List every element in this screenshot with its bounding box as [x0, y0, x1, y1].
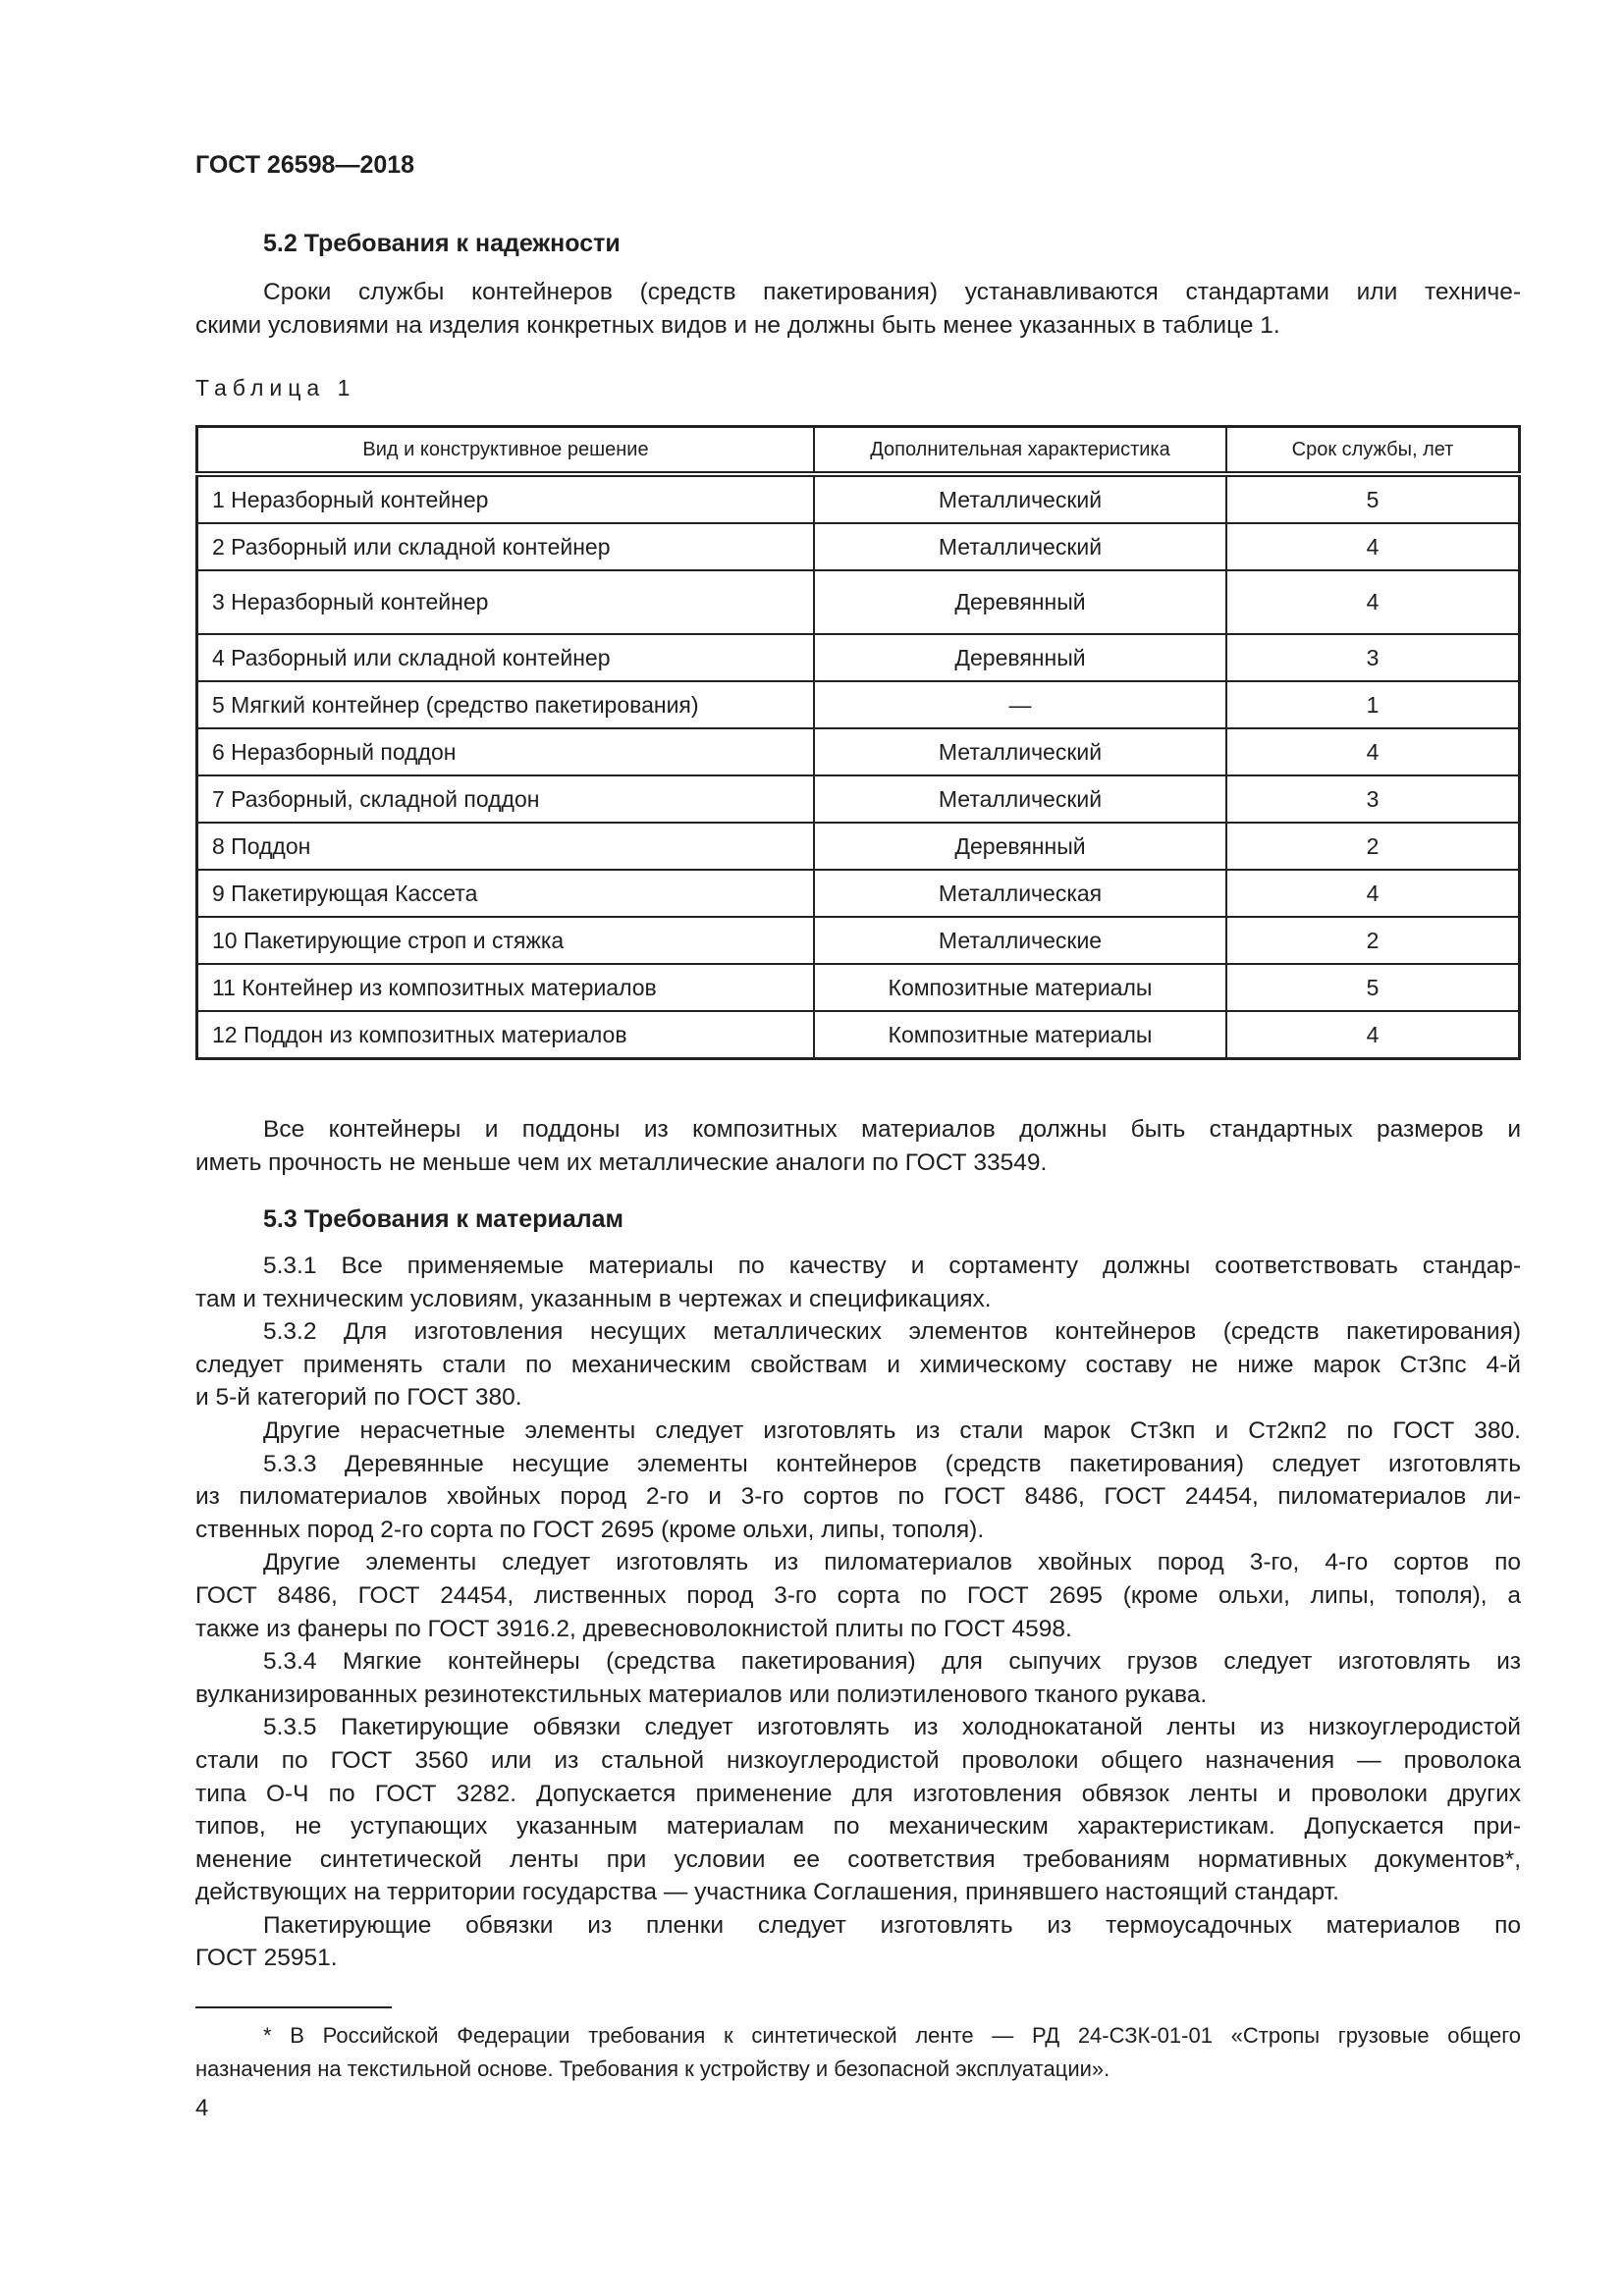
- table-row: [197, 823, 1520, 870]
- table-row: [197, 775, 1520, 823]
- text-line: действующих на территории государства — участника Соглашения, принявшего настоящий стандарт.: [195, 1879, 1339, 1906]
- cell-type: 7 Разборный, складной поддон: [197, 775, 815, 823]
- text-line: 5.3.3 Деревянные несущие элементы контейнеров (средств пакетирования) следует изготовлять: [263, 1450, 1521, 1477]
- table-caption: Таблица 1: [195, 375, 356, 400]
- cell-service-life: 3: [1226, 775, 1520, 823]
- cell-type: 5 Мягкий контейнер (средство пакетирования): [197, 681, 815, 728]
- text-line: там и техническим условиям, указанным в чертежах и спецификациях.: [195, 1285, 992, 1312]
- cell-service-life: 5: [1226, 474, 1520, 523]
- text-line: 5.3.2 Для изготовления несущих металлических элементов контейнеров (средств пакетирования): [263, 1318, 1521, 1346]
- cell-characteristic: Деревянный: [814, 570, 1226, 634]
- cell-service-life: 4: [1226, 728, 1520, 775]
- document-header: ГОСТ 26598—2018: [195, 151, 415, 179]
- table-row: [197, 681, 1520, 728]
- table-row: [197, 728, 1520, 775]
- cell-characteristic: Композитные материалы: [814, 1011, 1226, 1059]
- table-row: [197, 570, 1520, 634]
- cell-characteristic: Металлические: [814, 917, 1226, 964]
- table-row: [197, 964, 1520, 1011]
- paragraph-after-table: [195, 1113, 1521, 1179]
- text-line: Все контейнеры и поддоны из композитных материалов должны быть стандартных размеров и: [263, 1116, 1521, 1143]
- text-line: из пиломатериалов хвойных пород 2-го и 3-го сортов по ГОСТ 8486, ГОСТ 24454, пиломатериалов ли-: [195, 1483, 1521, 1511]
- text-line: стали по ГОСТ 3560 или из стальной низкоуглеродистой проволоки общего назначения — проволока: [195, 1746, 1521, 1774]
- cell-type: 4 Разборный или складной контейнер: [197, 634, 815, 681]
- text-line: Другие нерасчетные элементы следует изготовлять из стали марок Ст3кп и Ст2кп2 по ГОСТ 380.: [263, 1416, 1521, 1444]
- page-number: 4: [195, 2095, 209, 2121]
- paragraph-5-2: [195, 276, 1521, 342]
- table-row: [197, 870, 1520, 917]
- text-line: * В Российской Федерации требования к синтетической ленте — РД 24-СЗК-01-01 «Стропы грузовые общего: [263, 2023, 1521, 2048]
- text-line: ственных пород 2-го сорта по ГОСТ 2695 (кроме ольхи, липы, тополя).: [195, 1516, 985, 1543]
- cell-service-life: 4: [1226, 523, 1520, 570]
- text-line: 5.3.4 Мягкие контейнеры (средства пакетирования) для сыпучих грузов следует изготовлять из: [263, 1648, 1521, 1676]
- cell-type: 2 Разборный или складной контейнер: [197, 523, 815, 570]
- cell-service-life: 3: [1226, 634, 1520, 681]
- footnote-divider: [195, 2006, 392, 2008]
- text-line: иметь прочность не меньше чем их металлические аналоги по ГОСТ 33549.: [195, 1148, 1048, 1176]
- text-line: Пакетирующие обвязки из пленки следует изготовлять из термоусадочных материалов по: [263, 1911, 1521, 1939]
- cell-type: 9 Пакетирующая Кассета: [197, 870, 815, 917]
- column-header: Вид и конструктивное решение: [197, 427, 815, 475]
- cell-type: 3 Неразборный контейнер: [197, 570, 815, 634]
- cell-service-life: 2: [1226, 823, 1520, 870]
- cell-characteristic: Металлический: [814, 523, 1226, 570]
- cell-service-life: 1: [1226, 681, 1520, 728]
- text-line: назначения на текстильной основе. Требования к устройству и безопасной эксплуатации».: [195, 2056, 1110, 2081]
- cell-service-life: 4: [1226, 570, 1520, 634]
- table-row: [197, 634, 1520, 681]
- text-line: и 5-й категорий по ГОСТ 380.: [195, 1384, 522, 1412]
- cell-characteristic: Металлическая: [814, 870, 1226, 917]
- section-heading-5-3: 5.3 Требования к материалам: [263, 1205, 624, 1233]
- text-line: вулканизированных резинотекстильных материалов или полиэтиленового тканого рукава.: [195, 1681, 1208, 1708]
- text-line: типов, не уступающих указанным материалам по механическим характеристикам. Допускается при-: [195, 1813, 1521, 1841]
- section-heading-5-2: 5.2 Требования к надежности: [263, 230, 621, 257]
- cell-characteristic: Деревянный: [814, 634, 1226, 681]
- section-5-3-body: [195, 1250, 1521, 1975]
- cell-characteristic: Металлический: [814, 775, 1226, 823]
- cell-characteristic: —: [814, 681, 1226, 728]
- table-row: [197, 474, 1520, 523]
- text-line: ГОСТ 25951.: [195, 1945, 338, 1972]
- cell-type: 10 Пакетирующие строп и стяжка: [197, 917, 815, 964]
- text-line: также из фанеры по ГОСТ 3916.2, древесноволокнистой плиты по ГОСТ 4598.: [195, 1615, 1072, 1642]
- cell-type: 11 Контейнер из композитных материалов: [197, 964, 815, 1011]
- service-life-table: [195, 425, 1521, 1060]
- cell-type: 1 Неразборный контейнер: [197, 474, 815, 523]
- text-line: 5.3.1 Все применяемые материалы по качеству и сортаменту должны соответствовать стандар-: [263, 1253, 1521, 1279]
- cell-service-life: 4: [1226, 870, 1520, 917]
- text-line: типа О-Ч по ГОСТ 3282. Допускается применение для изготовления обвязок ленты и проволоки других: [195, 1780, 1521, 1807]
- cell-type: 8 Поддон: [197, 823, 815, 870]
- cell-service-life: 2: [1226, 917, 1520, 964]
- text-line: менение синтетической ленты при условии ее соответствия требованиям нормативных документов*,: [195, 1845, 1521, 1873]
- column-header: Дополнительная характеристика: [814, 427, 1226, 475]
- table-header-row: [197, 427, 1520, 475]
- text-line: ГОСТ 8486, ГОСТ 24454, лиственных пород 3-го сорта по ГОСТ 2695 (кроме ольхи, липы, тополя), а: [195, 1581, 1521, 1609]
- footnote: [195, 2020, 1521, 2086]
- text-line: 5.3.5 Пакетирующие обвязки следует изготовлять из холоднокатаной ленты из низкоуглеродистой: [263, 1714, 1521, 1741]
- text-line: следует применять стали по механическим свойствам и химическому составу не ниже марок Ст3пс 4-й: [195, 1351, 1521, 1378]
- text-line: Сроки службы контейнеров (средств пакетирования) устанавливаются стандартами или техниче-: [263, 279, 1521, 305]
- cell-characteristic: Деревянный: [814, 823, 1226, 870]
- table-row: [197, 917, 1520, 964]
- cell-type: 12 Поддон из композитных материалов: [197, 1011, 815, 1059]
- text-line: скими условиями на изделия конкретных видов и не должны быть менее указанных в таблице 1.: [195, 311, 1280, 339]
- column-header: Срок службы, лет: [1226, 427, 1520, 475]
- text-line: Другие элементы следует изготовлять из пиломатериалов хвойных пород 3-го, 4-го сортов по: [263, 1549, 1521, 1576]
- cell-type: 6 Неразборный поддон: [197, 728, 815, 775]
- table-row: [197, 1011, 1520, 1059]
- cell-characteristic: Металлический: [814, 474, 1226, 523]
- cell-characteristic: Композитные материалы: [814, 964, 1226, 1011]
- cell-service-life: 5: [1226, 964, 1520, 1011]
- cell-service-life: 4: [1226, 1011, 1520, 1059]
- table-row: [197, 523, 1520, 570]
- cell-characteristic: Металлический: [814, 728, 1226, 775]
